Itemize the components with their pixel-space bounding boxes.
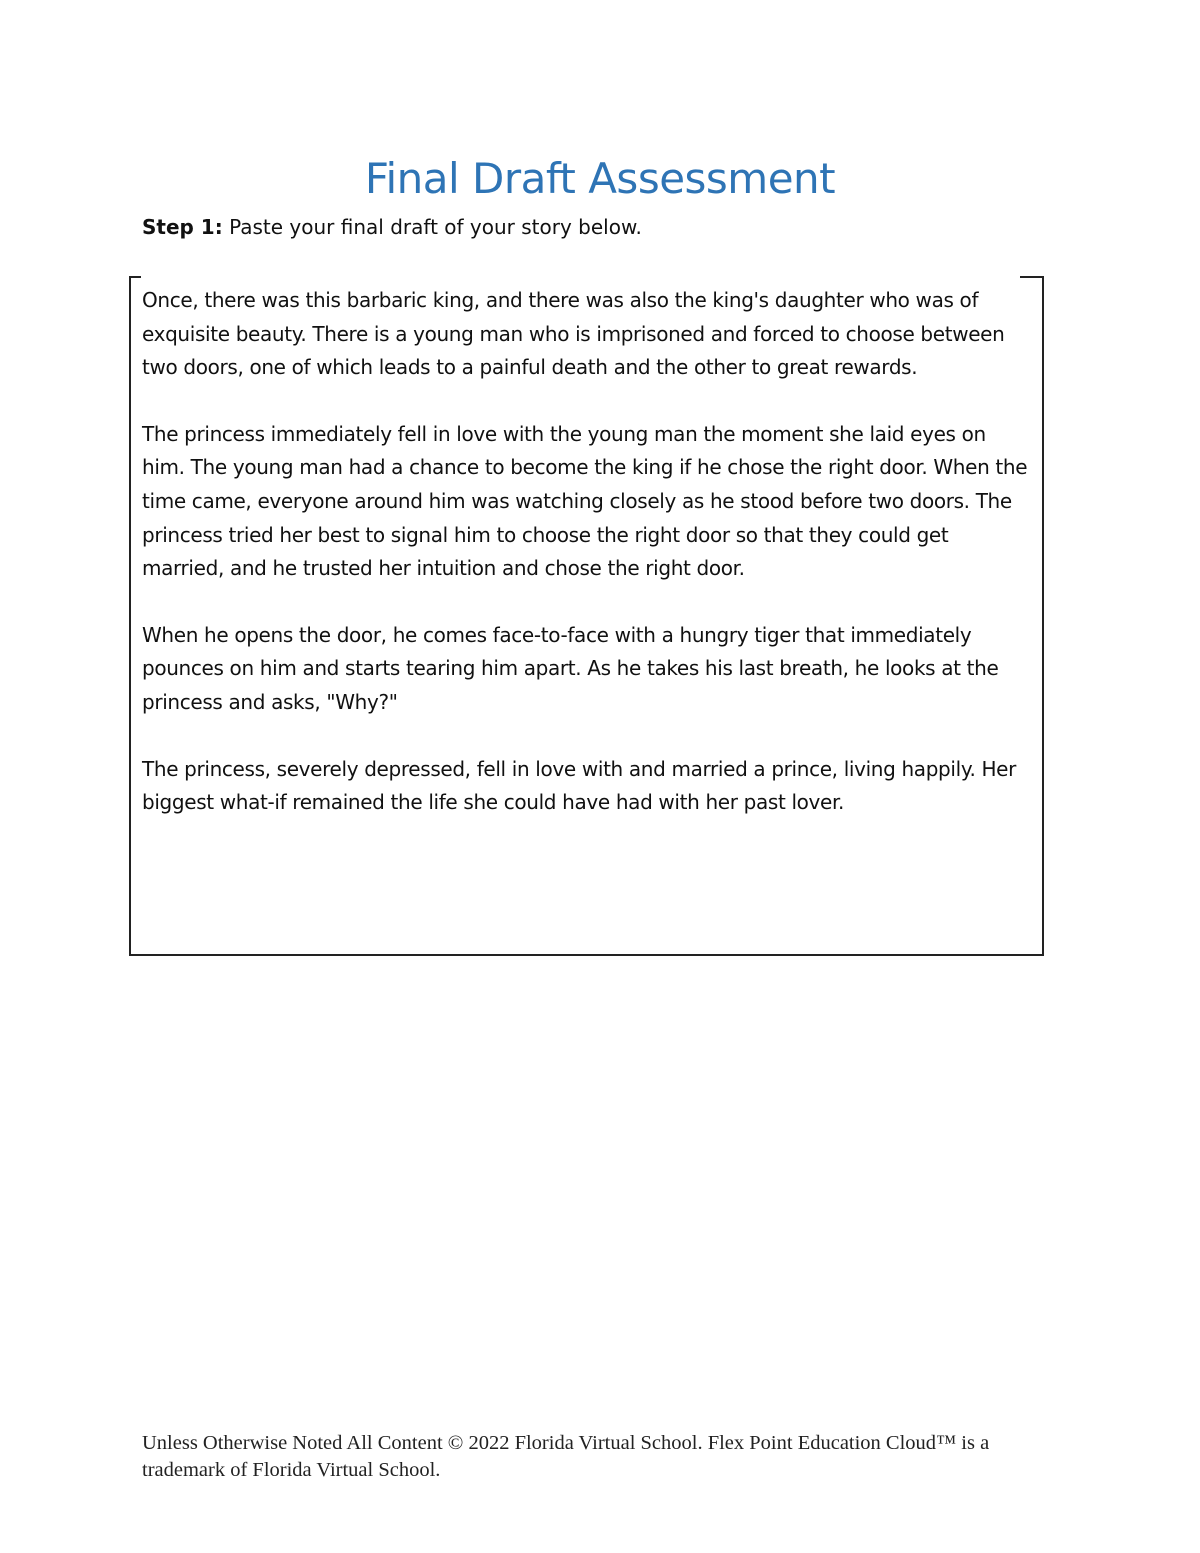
story-text	[142, 284, 1032, 853]
copyright-footer: Unless Otherwise Noted All Content © 2022 Florida Virtual School. Flex Point Education Cloud™ is a trademark of Florida Virtual School.	[142, 1432, 990, 1481]
story-paragraph: The princess, severely depressed, fell in love with and married a prince, living happily. Her biggest what-if remained the life she could have had with her past lover.	[142, 756, 1016, 815]
story-paragraph: Once, there was this barbaric king, and there was also the king's daughter who was of exquisite beauty. There is a young man who is imprisoned and forced to choose between two doors, one of which leads to a painful death and the other to great rewards.	[142, 288, 1005, 380]
step-label: Step 1:	[142, 215, 223, 239]
story-paragraph: The princess immediately fell in love with the young man the moment she laid eyes on him. The young man had a chance to become the king if he chose the right door. When the time came, everyone around him was watching closely as he stood before two doors. The princess tried her best to signal him to choose the right door so that they could get married, and he trusted her intuition and chose the right door.	[142, 421, 1028, 581]
story-paragraph: When he opens the door, he comes face-to-face with a hungry tiger that immediately pounces on him and starts tearing him apart. As he takes his last breath, he looks at the princess and asks, "Why?"	[142, 622, 999, 714]
story-text-box[interactable]	[129, 276, 1044, 956]
page-title: Final Draft Assessment	[364, 154, 836, 203]
step-instruction-text: Paste your final draft of your story below.	[229, 215, 642, 239]
step-instruction	[142, 213, 642, 241]
